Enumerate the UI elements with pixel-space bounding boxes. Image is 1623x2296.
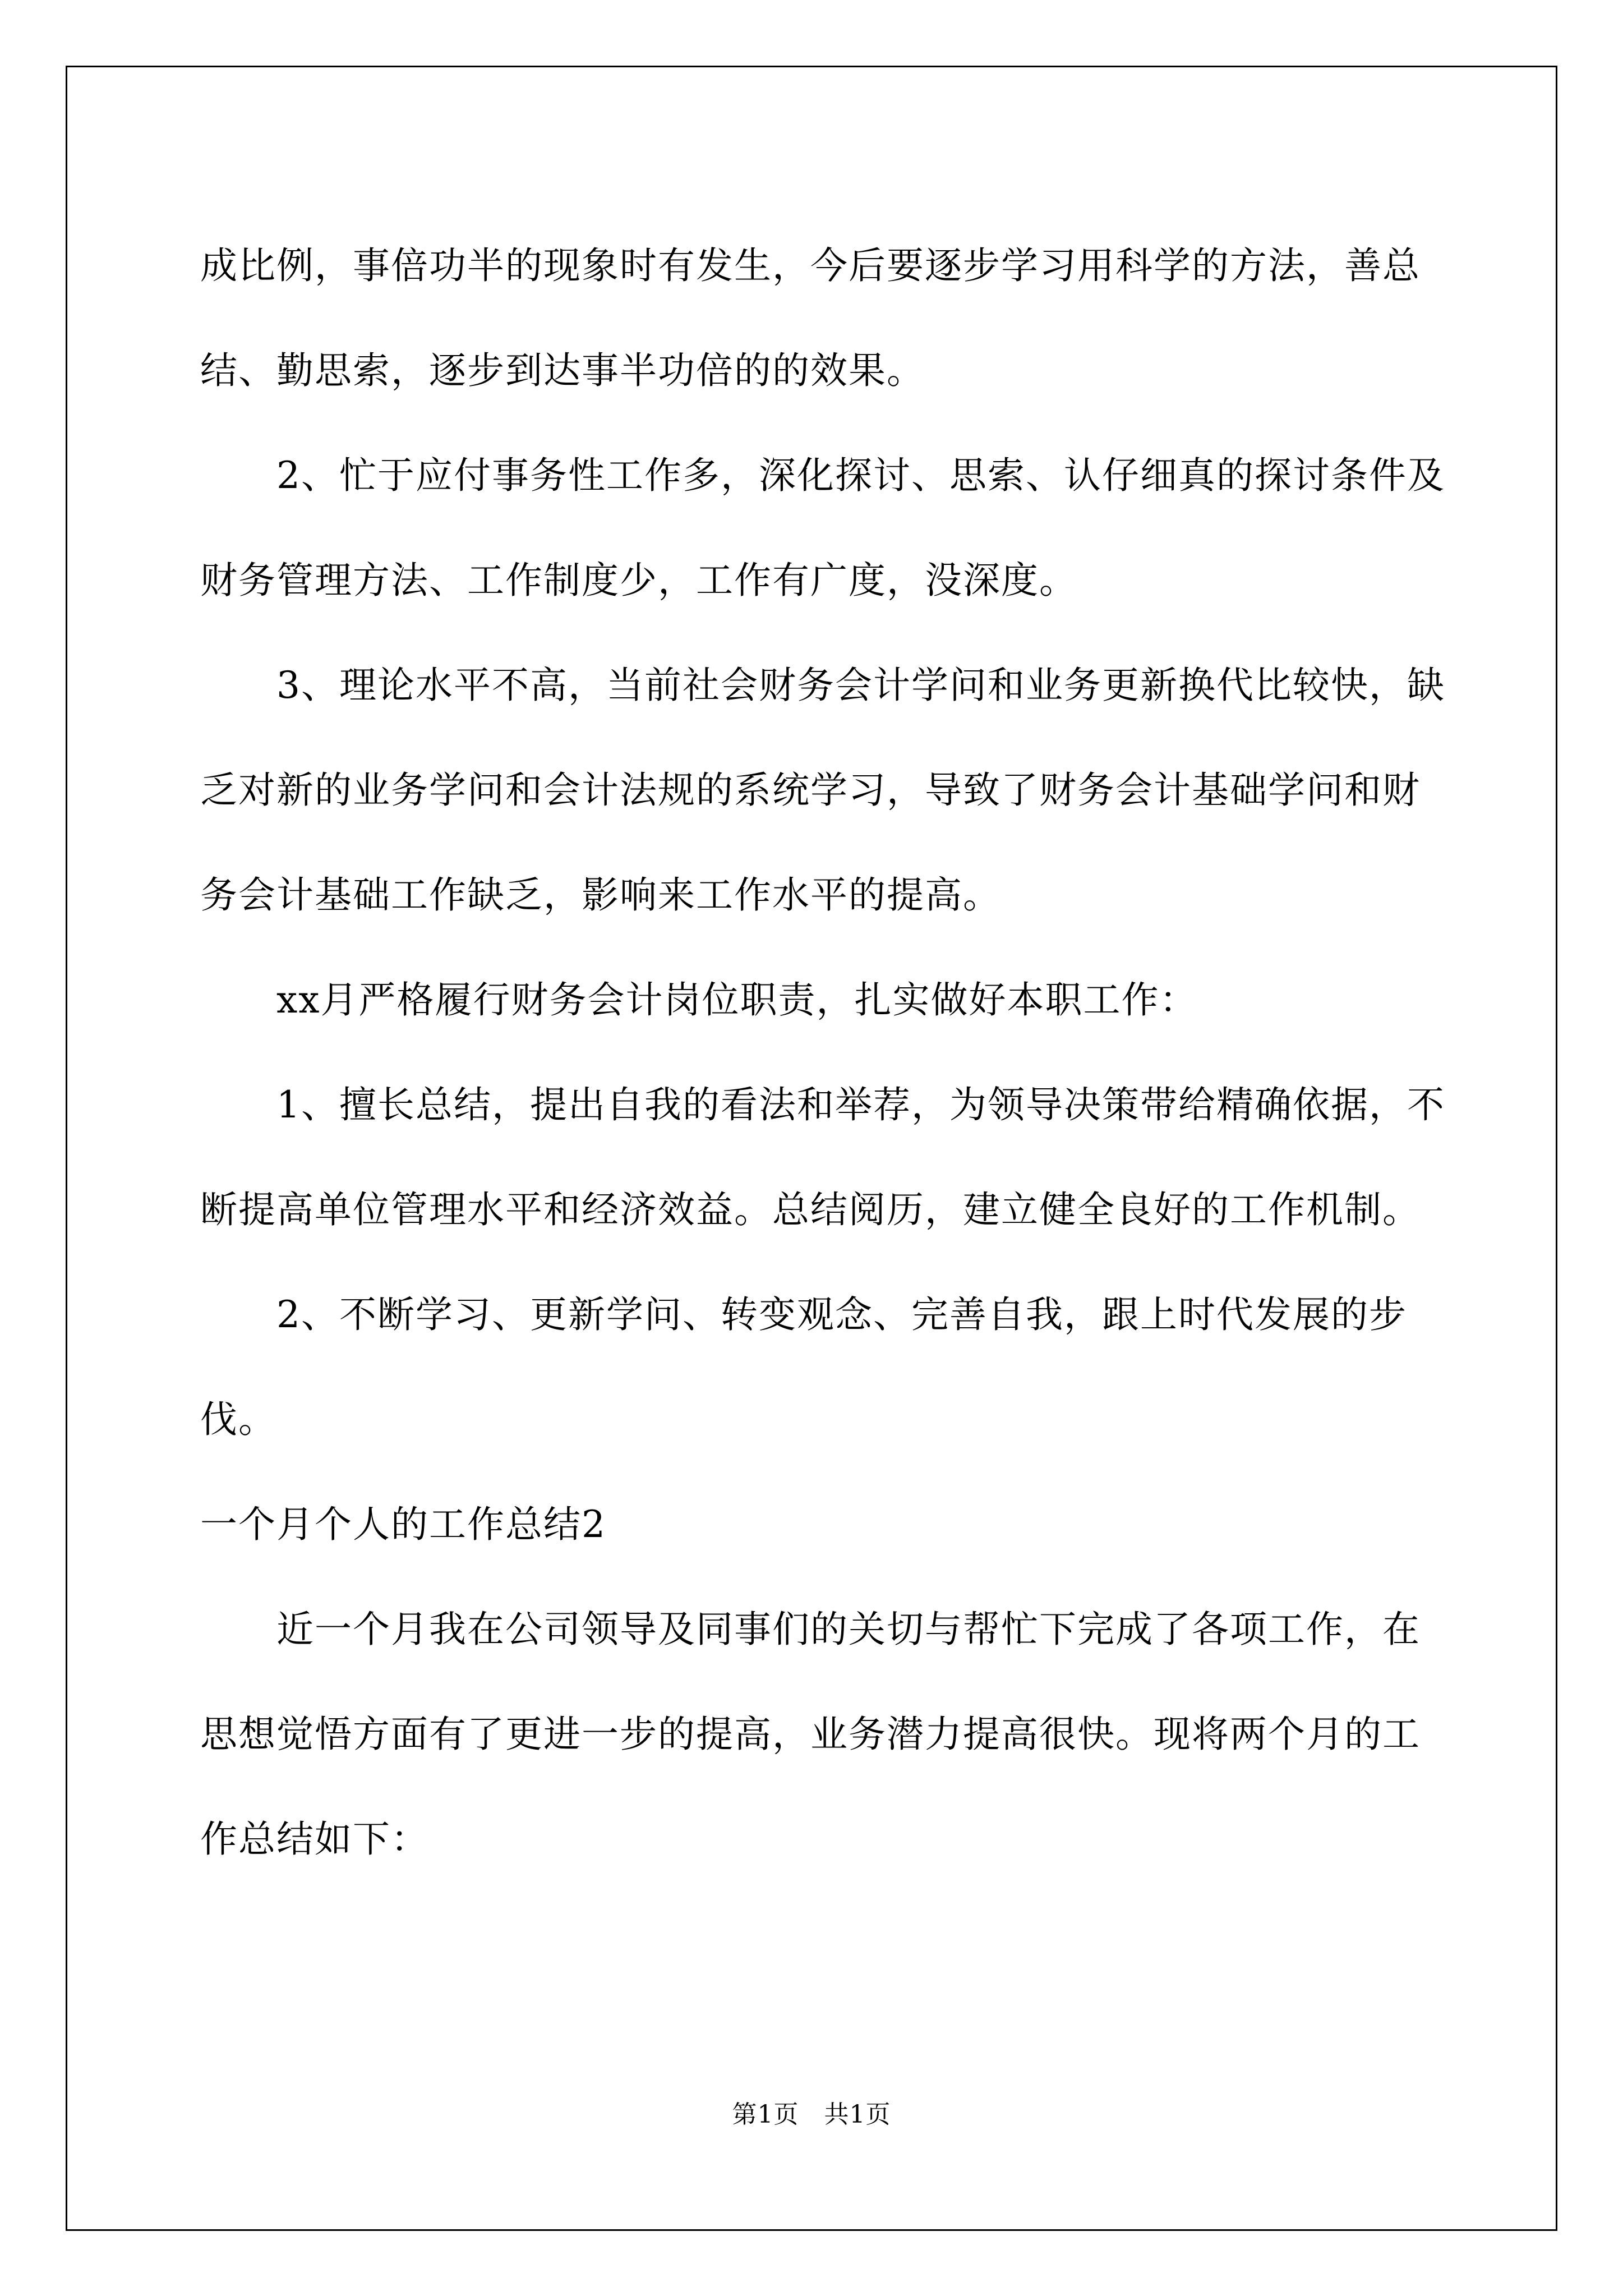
paragraph-section-intro: 近一个月我在公司领导及同事们的关切与帮忙下完成了各项工作，在思想觉悟方面有了更进一步的提高，业务潜力提高很快。现将两个月的工作总结如下： — [200, 1608, 1421, 1861]
paragraph-item-3: 3、理论水平不高，当前社会财务会计学问和业务更新换代比较快，缺乏对新的业务学问和会计法规的系统学习，导致了财务会计基础学问和财务会计基础工作缺乏，影响来工作水平的提高。 — [200, 664, 1445, 917]
paragraph-duty-2: 2、不断学习、更新学问、转变观念、完善自我，跟上时代发展的步伐。 — [200, 1293, 1407, 1441]
paragraph-item-2: 2、忙于应付事务性工作多，深化探讨、思索、认仔细真的探讨条件及财务管理方法、工作制度少，工作有广度，没深度。 — [200, 454, 1445, 602]
paragraph-continuation: 成比例，事倍功半的现象时有发生，今后要逐步学习用科学的方法，善总结、勤思索，逐步到达事半功倍的的效果。 — [200, 244, 1421, 392]
page-number-footer: 第1页 共1页 — [732, 2100, 891, 2129]
section-heading: 一个月个人的工作总结2 — [200, 1503, 606, 1546]
paragraph-duties-intro: xx月严格履行财务会计岗位职责，扎实做好本职工作： — [276, 978, 1198, 1022]
paragraph-duty-1: 1、擅长总结，提出自我的看法和举荐，为领导决策带给精确依据，不断提高单位管理水平和经济效益。总结阅历，建立健全良好的工作机制。 — [200, 1083, 1445, 1231]
document-body — [200, 213, 1456, 1892]
